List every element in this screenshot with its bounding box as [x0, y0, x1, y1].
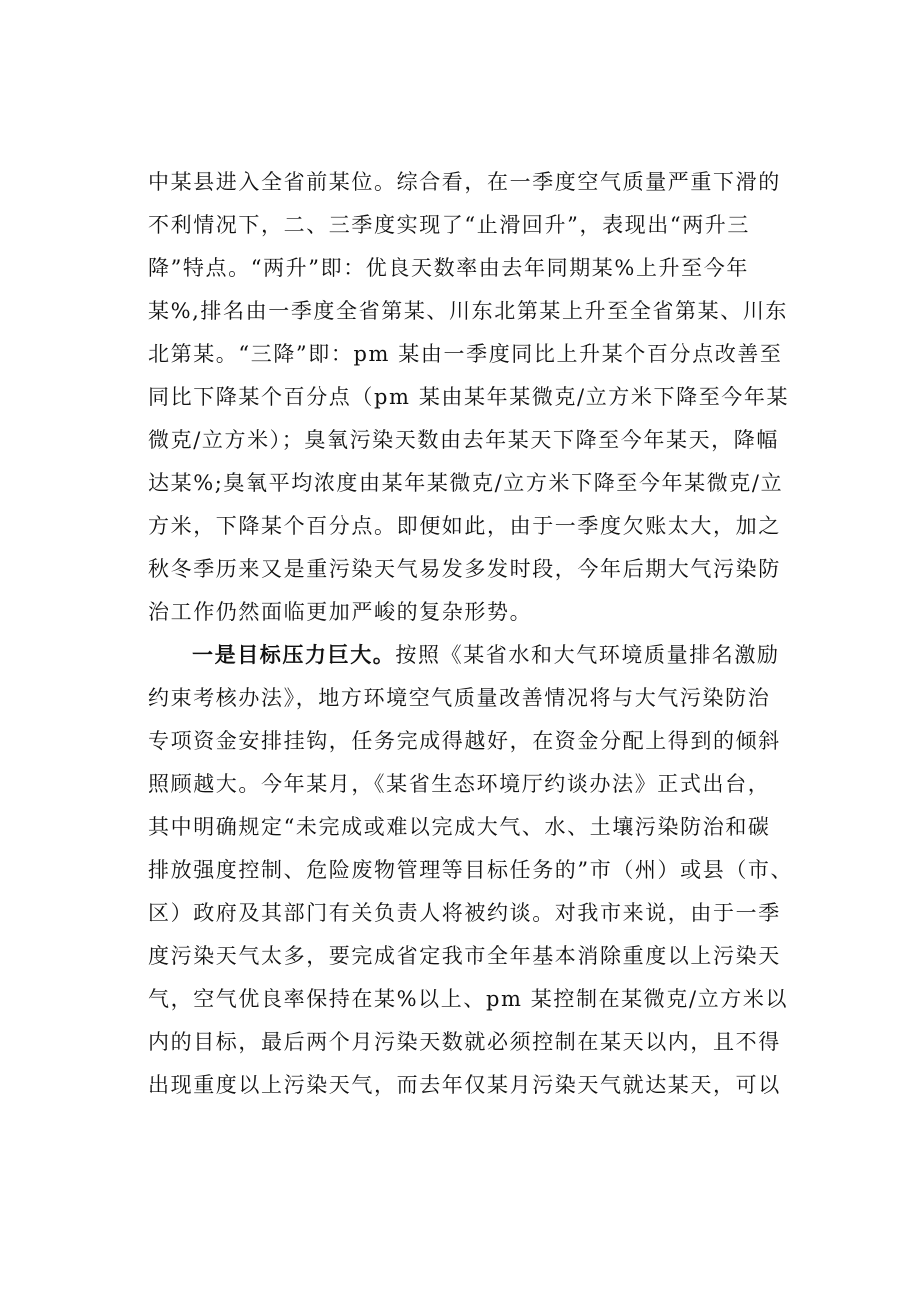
text-line: 气，空气优良率保持在某%以上、pm 某控制在某微克/立方米以	[148, 987, 789, 1011]
text-line: 排放强度控制、危险废物管理等目标任务的”市（州）或县（市、	[148, 858, 794, 882]
paragraph-first-line	[192, 635, 780, 675]
text-line: 达某%;臭氧平均浓度由某年某微克/立方米下降至今年某微克/立	[148, 471, 784, 495]
text-line: 专项资金安排挂钩，任务完成得越好，在资金分配上得到的倾斜	[148, 729, 781, 753]
paragraph-heading: 一是目标压力巨大。	[192, 643, 396, 667]
text-line: 约束考核办法》，地方环境空气质量改善情况将与大气污染防治	[148, 686, 771, 710]
text-line: 不利情况下，二、三季度实现了“止滑回升”，表现出“两升三	[148, 213, 751, 237]
text-line: 其中明确规定“未完成或难以完成大气、水、土壤污染防治和碳	[148, 815, 771, 839]
text-line: 区）政府及其部门有关负责人将被约谈。对我市来说，由于一季	[148, 901, 781, 925]
text-line: 方米，下降某个百分点。即便如此，由于一季度欠账太大，加之	[148, 514, 781, 538]
text-line: 同比下降某个百分点（pm 某由某年某微克/立方米下降至今年某	[148, 385, 790, 409]
text-line: 微克/立方米）；臭氧污染天数由去年某天下降至今年某天，降幅	[148, 428, 779, 452]
text-line: 秋冬季历来又是重污染天气易发多发时段，今年后期大气污染防	[148, 557, 781, 581]
text-line: 中某县进入全省前某位。综合看，在一季度空气质量严重下滑的	[148, 170, 781, 194]
text-line: 照顾越大。今年某月，《某省生态环境厅约谈办法》正式出台，	[148, 772, 771, 796]
text-line: 某%,排名由一季度全省第某、川东北第某上升至全省第某、川东	[148, 299, 789, 323]
text-line: 度污染天气太多，要完成省定我市全年基本消除重度以上污染天	[148, 944, 781, 968]
text-line: 北第某。“三降”即：pm 某由一季度同比上升某个百分点改善至	[148, 342, 783, 366]
text-line: 治工作仍然面临更加严峻的复杂形势。	[148, 600, 533, 624]
text-line: 降”特点。“两升”即：优良天数率由去年同期某%上升至今年	[148, 256, 749, 280]
text-line: 内的目标，最后两个月污染天数就必须控制在某天以内，且不得	[148, 1030, 781, 1054]
paragraph-first-line-text: 按照《某省水和大气环境质量排名激励	[395, 643, 780, 667]
text-line: 出现重度以上污染天气，而去年仅某月污染天气就达某天，可以	[148, 1073, 781, 1097]
